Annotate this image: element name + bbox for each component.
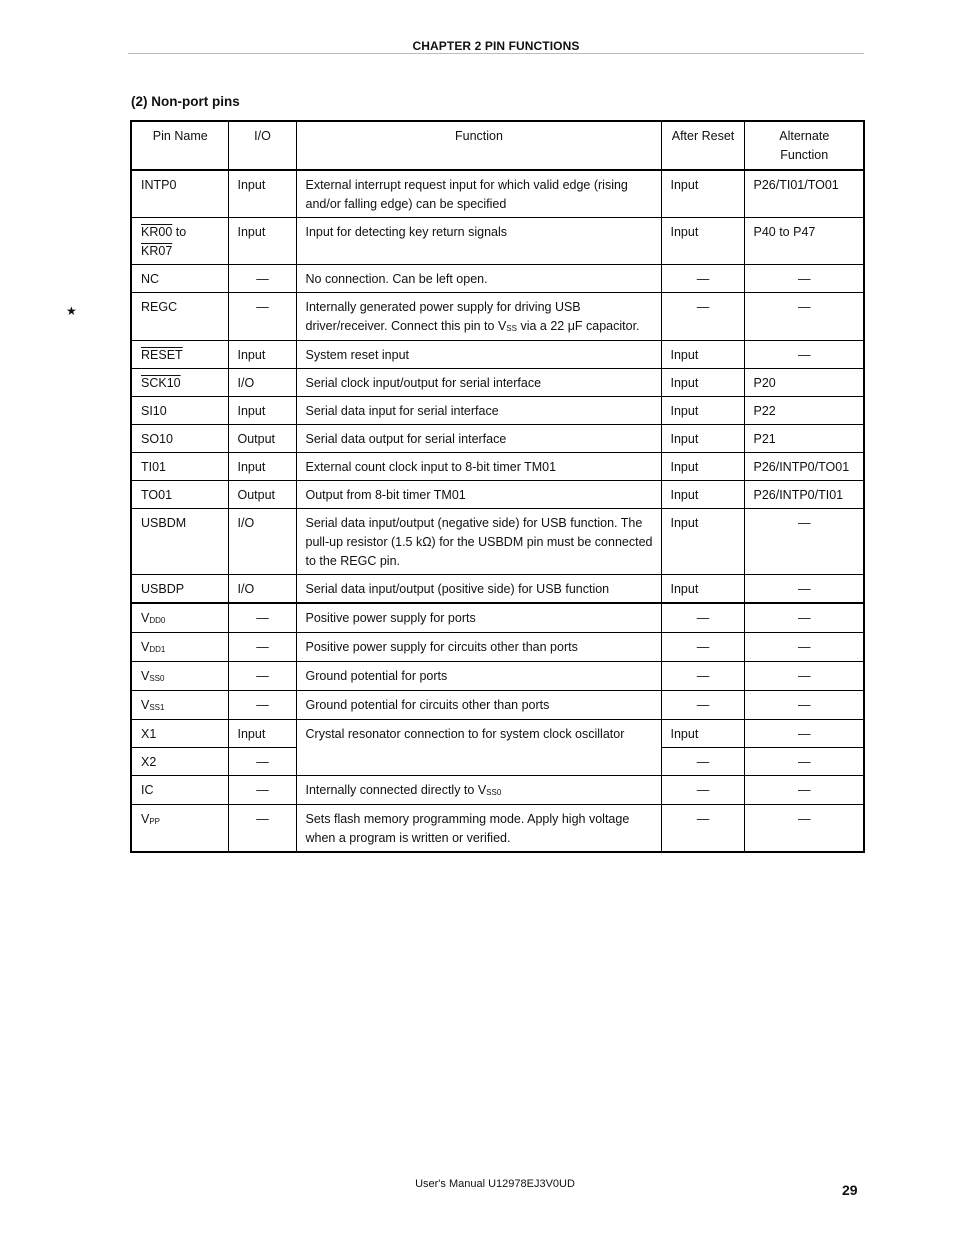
cell-after-reset: — <box>661 265 744 293</box>
header-io: I/O <box>228 121 296 170</box>
table-row <box>131 575 864 604</box>
cell-alternate: — <box>744 662 864 691</box>
cell-after-reset: Input <box>661 509 744 575</box>
cell-after-reset: Input <box>661 453 744 481</box>
cell-pin <box>131 691 228 720</box>
cell-io: Output <box>228 481 296 509</box>
cell-alternate: — <box>744 509 864 575</box>
pin-v: V <box>141 669 150 683</box>
cell-pin: SO10 <box>131 425 228 453</box>
cell-io: — <box>228 633 296 662</box>
cell-io: Input <box>228 397 296 425</box>
table-row <box>131 720 864 748</box>
pin-subscript: SS1 <box>149 703 165 712</box>
cell-io: I/O <box>228 509 296 575</box>
cell-after-reset: — <box>661 633 744 662</box>
cell-pin <box>131 805 228 853</box>
cell-alternate: P26/INTP0/TO01 <box>744 453 864 481</box>
cell-alternate: — <box>744 603 864 633</box>
page-number: 29 <box>842 1182 858 1198</box>
cell-alternate: — <box>744 691 864 720</box>
pin-kr00: KR00 <box>141 225 173 239</box>
table-header-row <box>131 121 864 170</box>
cell-io: — <box>228 776 296 805</box>
cell-alternate: P21 <box>744 425 864 453</box>
table-row <box>131 425 864 453</box>
cell-function: Crystal resonator connection to for system clock oscillator <box>296 720 661 776</box>
table-row <box>131 341 864 369</box>
header-alternate-line2: Function <box>780 148 829 162</box>
cell-after-reset: Input <box>661 170 744 218</box>
header-after-reset: After Reset <box>661 121 744 170</box>
table-row <box>131 218 864 265</box>
cell-io: Input <box>228 218 296 265</box>
cell-after-reset: Input <box>661 341 744 369</box>
cell-function: Input for detecting key return signals <box>296 218 661 265</box>
table-row <box>131 662 864 691</box>
cell-function: Serial data input/output (negative side) for USB function. The pull-up resistor (1.5 kΩ) for the USBDM pin must be connected to the REGC pin. <box>296 509 661 575</box>
cell-after-reset: — <box>661 691 744 720</box>
cell-alternate: — <box>744 575 864 604</box>
cell-pin: IC <box>131 776 228 805</box>
table-row <box>131 691 864 720</box>
header-alternate-line1: Alternate <box>779 129 830 143</box>
cell-io: — <box>228 293 296 341</box>
function-text: Internally connected directly to V <box>305 783 487 797</box>
cell-io: Input <box>228 341 296 369</box>
cell-alternate: — <box>744 633 864 662</box>
function-subscript: SS0 <box>486 788 502 797</box>
cell-function: No connection. Can be left open. <box>296 265 661 293</box>
table-row <box>131 170 864 218</box>
cell-function: Serial clock input/output for serial interface <box>296 369 661 397</box>
cell-pin: USBDM <box>131 509 228 575</box>
pin-v: V <box>141 611 150 625</box>
header-pin-name: Pin Name <box>131 121 228 170</box>
cell-function: Positive power supply for ports <box>296 603 661 633</box>
cell-alternate: P40 to P47 <box>744 218 864 265</box>
cell-alternate: — <box>744 265 864 293</box>
cell-io: — <box>228 662 296 691</box>
cell-alternate: P20 <box>744 369 864 397</box>
cell-pin: USBDP <box>131 575 228 604</box>
cell-after-reset: Input <box>661 397 744 425</box>
pin-kr07: KR07 <box>141 244 173 258</box>
cell-after-reset: Input <box>661 369 744 397</box>
table-row <box>131 805 864 853</box>
pin-sck10: SCK10 <box>141 376 181 390</box>
chapter-header: CHAPTER 2 PIN FUNCTIONS <box>412 39 580 53</box>
cell-after-reset: — <box>661 603 744 633</box>
cell-after-reset: Input <box>661 481 744 509</box>
cell-function: Ground potential for circuits other than ports <box>296 691 661 720</box>
function-text: Internally generated power supply for driving USB driver/receiver. Connect this pin to V <box>305 300 581 333</box>
function-text-tail: via a 22 μF capacitor. <box>516 319 640 333</box>
cell-pin: TO01 <box>131 481 228 509</box>
cell-io: — <box>228 805 296 853</box>
pin-v: V <box>141 698 150 712</box>
header-divider <box>128 53 864 54</box>
pin-subscript: DD0 <box>149 616 166 625</box>
cell-function: System reset input <box>296 341 661 369</box>
cell-pin <box>131 341 228 369</box>
pin-to: to <box>172 225 187 239</box>
header-function: Function <box>296 121 661 170</box>
cell-function: Serial data input for serial interface <box>296 397 661 425</box>
table-row <box>131 369 864 397</box>
cell-pin: NC <box>131 265 228 293</box>
cell-pin: X2 <box>131 748 228 776</box>
cell-after-reset: — <box>661 805 744 853</box>
pin-subscript: PP <box>149 817 161 826</box>
pin-subscript: DD1 <box>149 645 166 654</box>
cell-pin <box>131 369 228 397</box>
cell-function: Sets flash memory programming mode. Apply high voltage when a program is written or verified. <box>296 805 661 853</box>
cell-pin <box>131 603 228 633</box>
revision-star-icon: ★ <box>66 304 77 318</box>
cell-io: Input <box>228 170 296 218</box>
function-subscript: SS <box>506 324 517 333</box>
cell-function: Output from 8-bit timer TM01 <box>296 481 661 509</box>
pin-v: V <box>141 640 150 654</box>
cell-function: Serial data input/output (positive side) for USB function <box>296 575 661 604</box>
pin-reset: RESET <box>141 348 183 362</box>
pin-v: V <box>141 812 150 826</box>
cell-io: — <box>228 265 296 293</box>
cell-after-reset: — <box>661 776 744 805</box>
table-row <box>131 633 864 662</box>
cell-after-reset: — <box>661 748 744 776</box>
header-alternate-function <box>744 121 864 170</box>
cell-pin: INTP0 <box>131 170 228 218</box>
table-row <box>131 776 864 805</box>
table-row <box>131 453 864 481</box>
cell-function: Serial data output for serial interface <box>296 425 661 453</box>
cell-pin: REGC <box>131 293 228 341</box>
cell-alternate: — <box>744 805 864 853</box>
cell-pin <box>131 218 228 265</box>
cell-function <box>296 776 661 805</box>
cell-alternate: — <box>744 293 864 341</box>
cell-after-reset: — <box>661 293 744 341</box>
cell-alternate: — <box>744 720 864 748</box>
cell-io: Input <box>228 720 296 748</box>
table-row <box>131 293 864 341</box>
table-row <box>131 397 864 425</box>
cell-function <box>296 293 661 341</box>
cell-function: External interrupt request input for which valid edge (rising and/or falling edge) can be specified <box>296 170 661 218</box>
non-port-pins-table <box>130 120 865 853</box>
cell-alternate: — <box>744 748 864 776</box>
cell-io: — <box>228 748 296 776</box>
cell-after-reset: — <box>661 662 744 691</box>
section-title: (2) Non-port pins <box>131 94 240 109</box>
cell-alternate: — <box>744 776 864 805</box>
cell-io: — <box>228 603 296 633</box>
cell-function: Positive power supply for circuits other than ports <box>296 633 661 662</box>
cell-pin: SI10 <box>131 397 228 425</box>
cell-function: Ground potential for ports <box>296 662 661 691</box>
table-row <box>131 603 864 633</box>
footer-manual-id: User's Manual U12978EJ3V0UD <box>415 1178 575 1190</box>
cell-function: External count clock input to 8-bit timer TM01 <box>296 453 661 481</box>
table-row <box>131 481 864 509</box>
cell-io: — <box>228 691 296 720</box>
cell-io: Output <box>228 425 296 453</box>
table-row <box>131 265 864 293</box>
pin-subscript: SS0 <box>149 674 165 683</box>
cell-after-reset: Input <box>661 575 744 604</box>
cell-pin: X1 <box>131 720 228 748</box>
cell-pin <box>131 633 228 662</box>
cell-pin: TI01 <box>131 453 228 481</box>
cell-io: I/O <box>228 369 296 397</box>
cell-io: Input <box>228 453 296 481</box>
cell-pin <box>131 662 228 691</box>
cell-after-reset: Input <box>661 218 744 265</box>
cell-alternate: — <box>744 341 864 369</box>
table-row <box>131 509 864 575</box>
cell-after-reset: Input <box>661 425 744 453</box>
cell-alternate: P22 <box>744 397 864 425</box>
cell-io: I/O <box>228 575 296 604</box>
cell-alternate: P26/TI01/TO01 <box>744 170 864 218</box>
cell-alternate: P26/INTP0/TI01 <box>744 481 864 509</box>
cell-after-reset: Input <box>661 720 744 748</box>
